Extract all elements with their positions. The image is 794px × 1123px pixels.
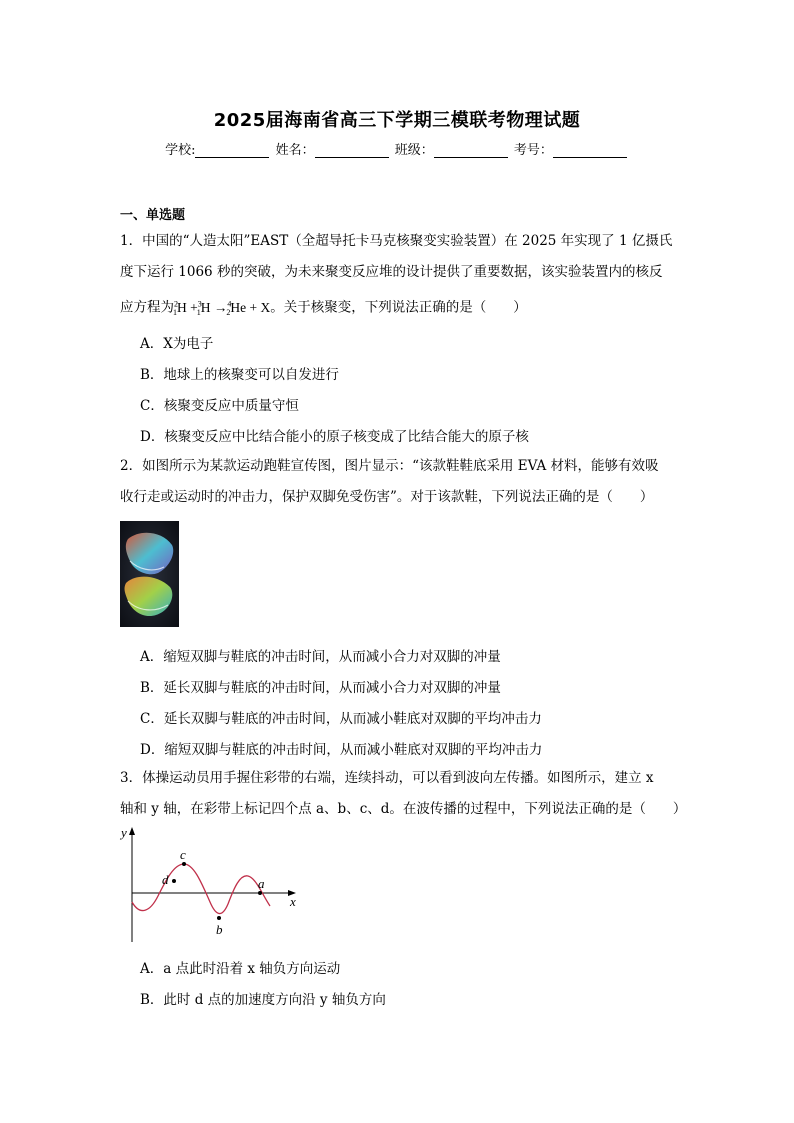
point-d [172,879,176,883]
q2-option-c[interactable]: C．延长双脚与鞋底的冲击时间，从而减小鞋底对双脚的平均冲击力 [140,711,542,727]
q1-line-3 [120,288,680,328]
shoe-ad-image [120,521,179,627]
name-blank[interactable] [315,144,389,158]
id-label: 考号： [513,143,553,158]
q1-line-2: 度下运行 1066 秒的突破，为未来聚变反应堆的设计提供了重要数据，该实验装置内的核反 [120,264,663,280]
q2-line-1: 2．如图所示为某款运动跑鞋宣传图，图片显示：“该款鞋鞋底采用 EVA 材料，能够有效吸 [120,458,659,474]
question-1 [120,226,680,328]
q1-option-a[interactable]: A．X为电子 [140,336,214,352]
label-a: a [258,876,265,891]
school-label: 学校: [165,143,196,158]
label-b: b [216,922,223,937]
q3-option-b[interactable]: B．此时 d 点的加速度方向沿 y 轴负方向 [140,992,386,1008]
class-blank[interactable] [434,144,508,158]
wave-curve [132,864,270,914]
x-axis-label: x [290,894,296,909]
q2-option-a[interactable]: A．缩短双脚与鞋底的冲击时间，从而减小合力对双脚的冲量 [140,649,501,665]
q1-line-3-suffix: 。关于核聚变，下列说法正确的是（ ） [270,299,527,316]
q2-line-2: 收行走或运动时的冲击力，保护双脚免受伤害”。对于该款鞋，下列说法正确的是（ ） [120,489,654,505]
point-b [217,916,221,920]
nuclear-equation: $^2_1$H +$^3_1$H →$^4_2$He + X [173,299,271,318]
q1-line-1: 1．中国的“人造太阳”EAST（全超导托卡马克核聚变实验装置）在 2025 年实现了 1 亿摄氏 [120,233,673,249]
label-c: c [180,847,186,862]
q2-option-d[interactable]: D．缩短双脚与鞋底的冲击时间，从而减小鞋底对双脚的平均冲击力 [140,742,543,758]
q1-line-3-prefix: 应方程为 [120,299,174,316]
question-3 [120,763,687,825]
y-axis-arrow [129,827,135,835]
school-blank[interactable] [195,144,269,158]
q1-option-d[interactable]: D．核聚变反应中比结合能小的原子核变成了比结合能大的原子核 [140,429,529,445]
point-c [182,862,186,866]
student-info-line [0,139,794,158]
class-label: 班级： [394,143,434,158]
point-a [258,891,262,895]
id-blank[interactable] [553,144,627,158]
q3-option-a[interactable]: A．a 点此时沿着 x 轴负方向运动 [140,961,341,977]
q3-line-1: 3．体操运动员用手握住彩带的右端，连续抖动，可以看到波向左传播。如图所示，建立 x [120,770,654,786]
label-d: d [162,872,169,887]
q3-line-2: 轴和 y 轴，在彩带上标记四个点 a、b、c、d。在波传播的过程中，下列说法正确的是（ ） [120,801,687,817]
q1-option-b[interactable]: B．地球上的核聚变可以自发进行 [140,367,339,383]
y-axis-label: y [121,826,127,840]
exam-title: 2025届海南省高三下学期三模联考物理试题 [213,110,581,131]
name-label: 姓名： [275,143,315,158]
q1-option-c[interactable]: C．核聚变反应中质量守恒 [140,398,299,414]
wave-figure [118,826,308,944]
question-2 [120,451,680,513]
section-heading: 一、单选题 [120,208,186,223]
q2-option-b[interactable]: B．延长双脚与鞋底的冲击时间，从而减小合力对双脚的冲量 [140,680,501,696]
